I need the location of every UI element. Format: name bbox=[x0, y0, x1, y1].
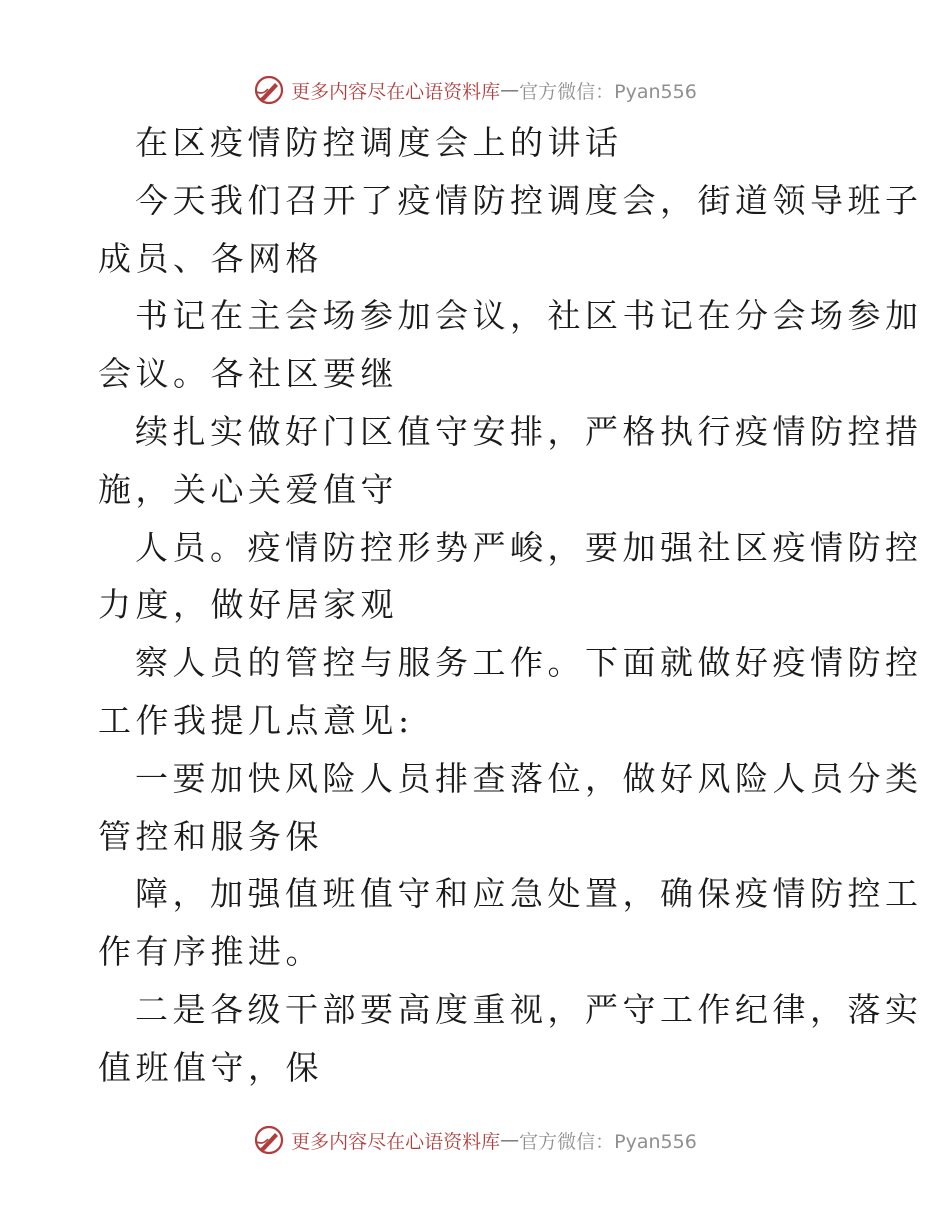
pen-in-circle-icon bbox=[253, 74, 285, 106]
pen-in-circle-icon bbox=[253, 1124, 285, 1156]
paragraph-line: 察人员的管控与服务工作。下面就做好疫情防控 bbox=[135, 643, 923, 683]
paragraph-line: 一要加快风险人员排查落位，做好风险人员分类 bbox=[135, 758, 923, 798]
paragraph-line: 障，加强值班值守和应急处置，确保疫情防控工 bbox=[135, 874, 923, 914]
paragraph-line: 管控和服务保 bbox=[98, 816, 323, 856]
document-title: 在区疫情防控调度会上的讲话 bbox=[135, 123, 623, 162]
banner-text: 更多内容尽在心语资料库 bbox=[291, 1130, 501, 1153]
paragraph-line: 成员、各网格 bbox=[98, 238, 323, 278]
paragraph-line: 力度，做好居家观 bbox=[98, 585, 398, 625]
document-body bbox=[98, 114, 923, 1097]
paragraph-line: 人员。疫情防控形势严峻，要加强社区疫情防控 bbox=[135, 527, 923, 567]
paragraph-line: 续扎实做好门区值守安排，严格执行疫情防控措 bbox=[135, 411, 923, 451]
paragraph-line: 作有序推进。 bbox=[98, 932, 323, 972]
header-banner bbox=[0, 70, 950, 110]
banner-wechat: 官方微信：Pyan556 bbox=[519, 1130, 697, 1153]
banner-text: 更多内容尽在心语资料库 bbox=[291, 80, 501, 103]
paragraph-line: 书记在主会场参加会议，社区书记在分会场参加 bbox=[135, 296, 923, 336]
banner-wechat: 官方微信：Pyan556 bbox=[519, 80, 697, 103]
footer-banner bbox=[0, 1120, 950, 1160]
paragraph-line: 今天我们召开了疫情防控调度会，街道领导班子 bbox=[135, 180, 923, 220]
paragraph-line: 二是各级干部要高度重视，严守工作纪律，落实 bbox=[135, 989, 923, 1029]
paragraph-line: 施，关心关爱值守 bbox=[98, 469, 398, 509]
paragraph-line: 会议。各社区要继 bbox=[98, 354, 398, 394]
banner-separator: — bbox=[500, 1129, 520, 1151]
paragraph-line: 工作我提几点意见: bbox=[98, 700, 414, 740]
banner-separator: — bbox=[500, 79, 520, 101]
paragraph-line: 值班值守，保 bbox=[98, 1047, 323, 1087]
